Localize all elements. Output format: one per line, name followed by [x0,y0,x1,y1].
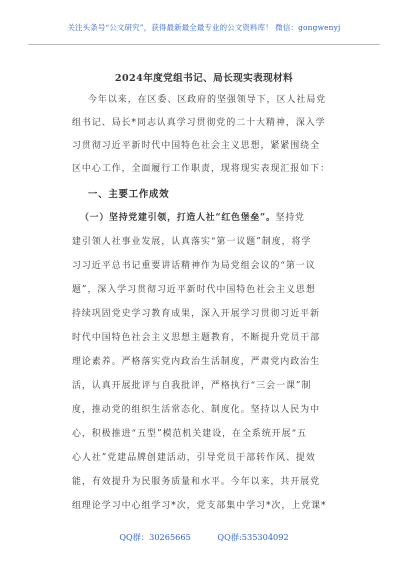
subsection-heading [80,212,305,224]
subsection-heading-text: （一）坚持党建引领，打造人社“红色堡垒”。 [80,213,276,223]
paragraph-line: 持续巩固党史学习教育成果，深入开展学习贯彻习近平新 [72,309,321,319]
header-note: 关注头条号“公文研究”，获得最新最全最专业的公文资料库！ 微信：gongwenyj [67,23,341,32]
paragraph-line: 题”，深入学习贯彻习近平新时代中国特色社会主义思想 [72,285,316,295]
footer [0,532,408,543]
paragraph-line: 心人社”党建品牌创建活动，引导党员干部转作风、提效 [72,453,316,463]
subsection-lead-text: 坚持党 [275,213,305,223]
paragraph-line: 能，有效提升为民服务质量和水平。今年以来，共开展党 [72,477,321,487]
footer-qq-group-2: QQ群:535304092 [217,532,289,542]
paragraph-line: 习贯彻习近平新时代中国特色社会主义思想，紧紧围绕全 [72,141,321,151]
paragraph-line: 活，认真开展批评与自我批评，严格执行“三会一课”制 [72,381,312,391]
document-title: 2024年度党组书记、局长现实表现材料 [114,73,294,84]
paragraph-line: 习习近平总书记重要讲话精神作为局党组会议的“第一议 [72,261,316,271]
paragraph-line: 心，积极推进“五型”模范机关建设，在全系统开展“五 [72,429,308,439]
paragraph-line: 时代中国特色社会主义思想主题教育，不断提升党员干部 [72,333,321,343]
paragraph-line: 组理论学习中心组学习*次，党支部集中学习*次，上党课* [72,501,327,511]
paragraph-line: 今年以来，在区委、区政府的坚强领导下，区人社局党 [88,95,327,105]
paragraph-line: 度，推动党的组织生活常态化、制度化。坚持以人民为中 [72,405,321,415]
paragraph-line: 组书记、局长*同志认真学习贯彻党的二十大精神，深入学 [72,118,326,128]
header-divider [28,44,380,45]
paragraph-line: 建引领人社事业发展，认真落实“第一议题”制度，将学 [72,237,312,247]
paragraph-line: 理论素养。严格落实党内政治生活制度，严肃党内政治生 [72,357,321,367]
paragraph-line: 区中心工作，全面履行工作职责，现将现实表现汇报如下： [72,164,331,174]
section-heading: 一、主要工作成效 [88,189,170,200]
footer-qq-group-1: QQ群：30265665 [119,532,191,542]
